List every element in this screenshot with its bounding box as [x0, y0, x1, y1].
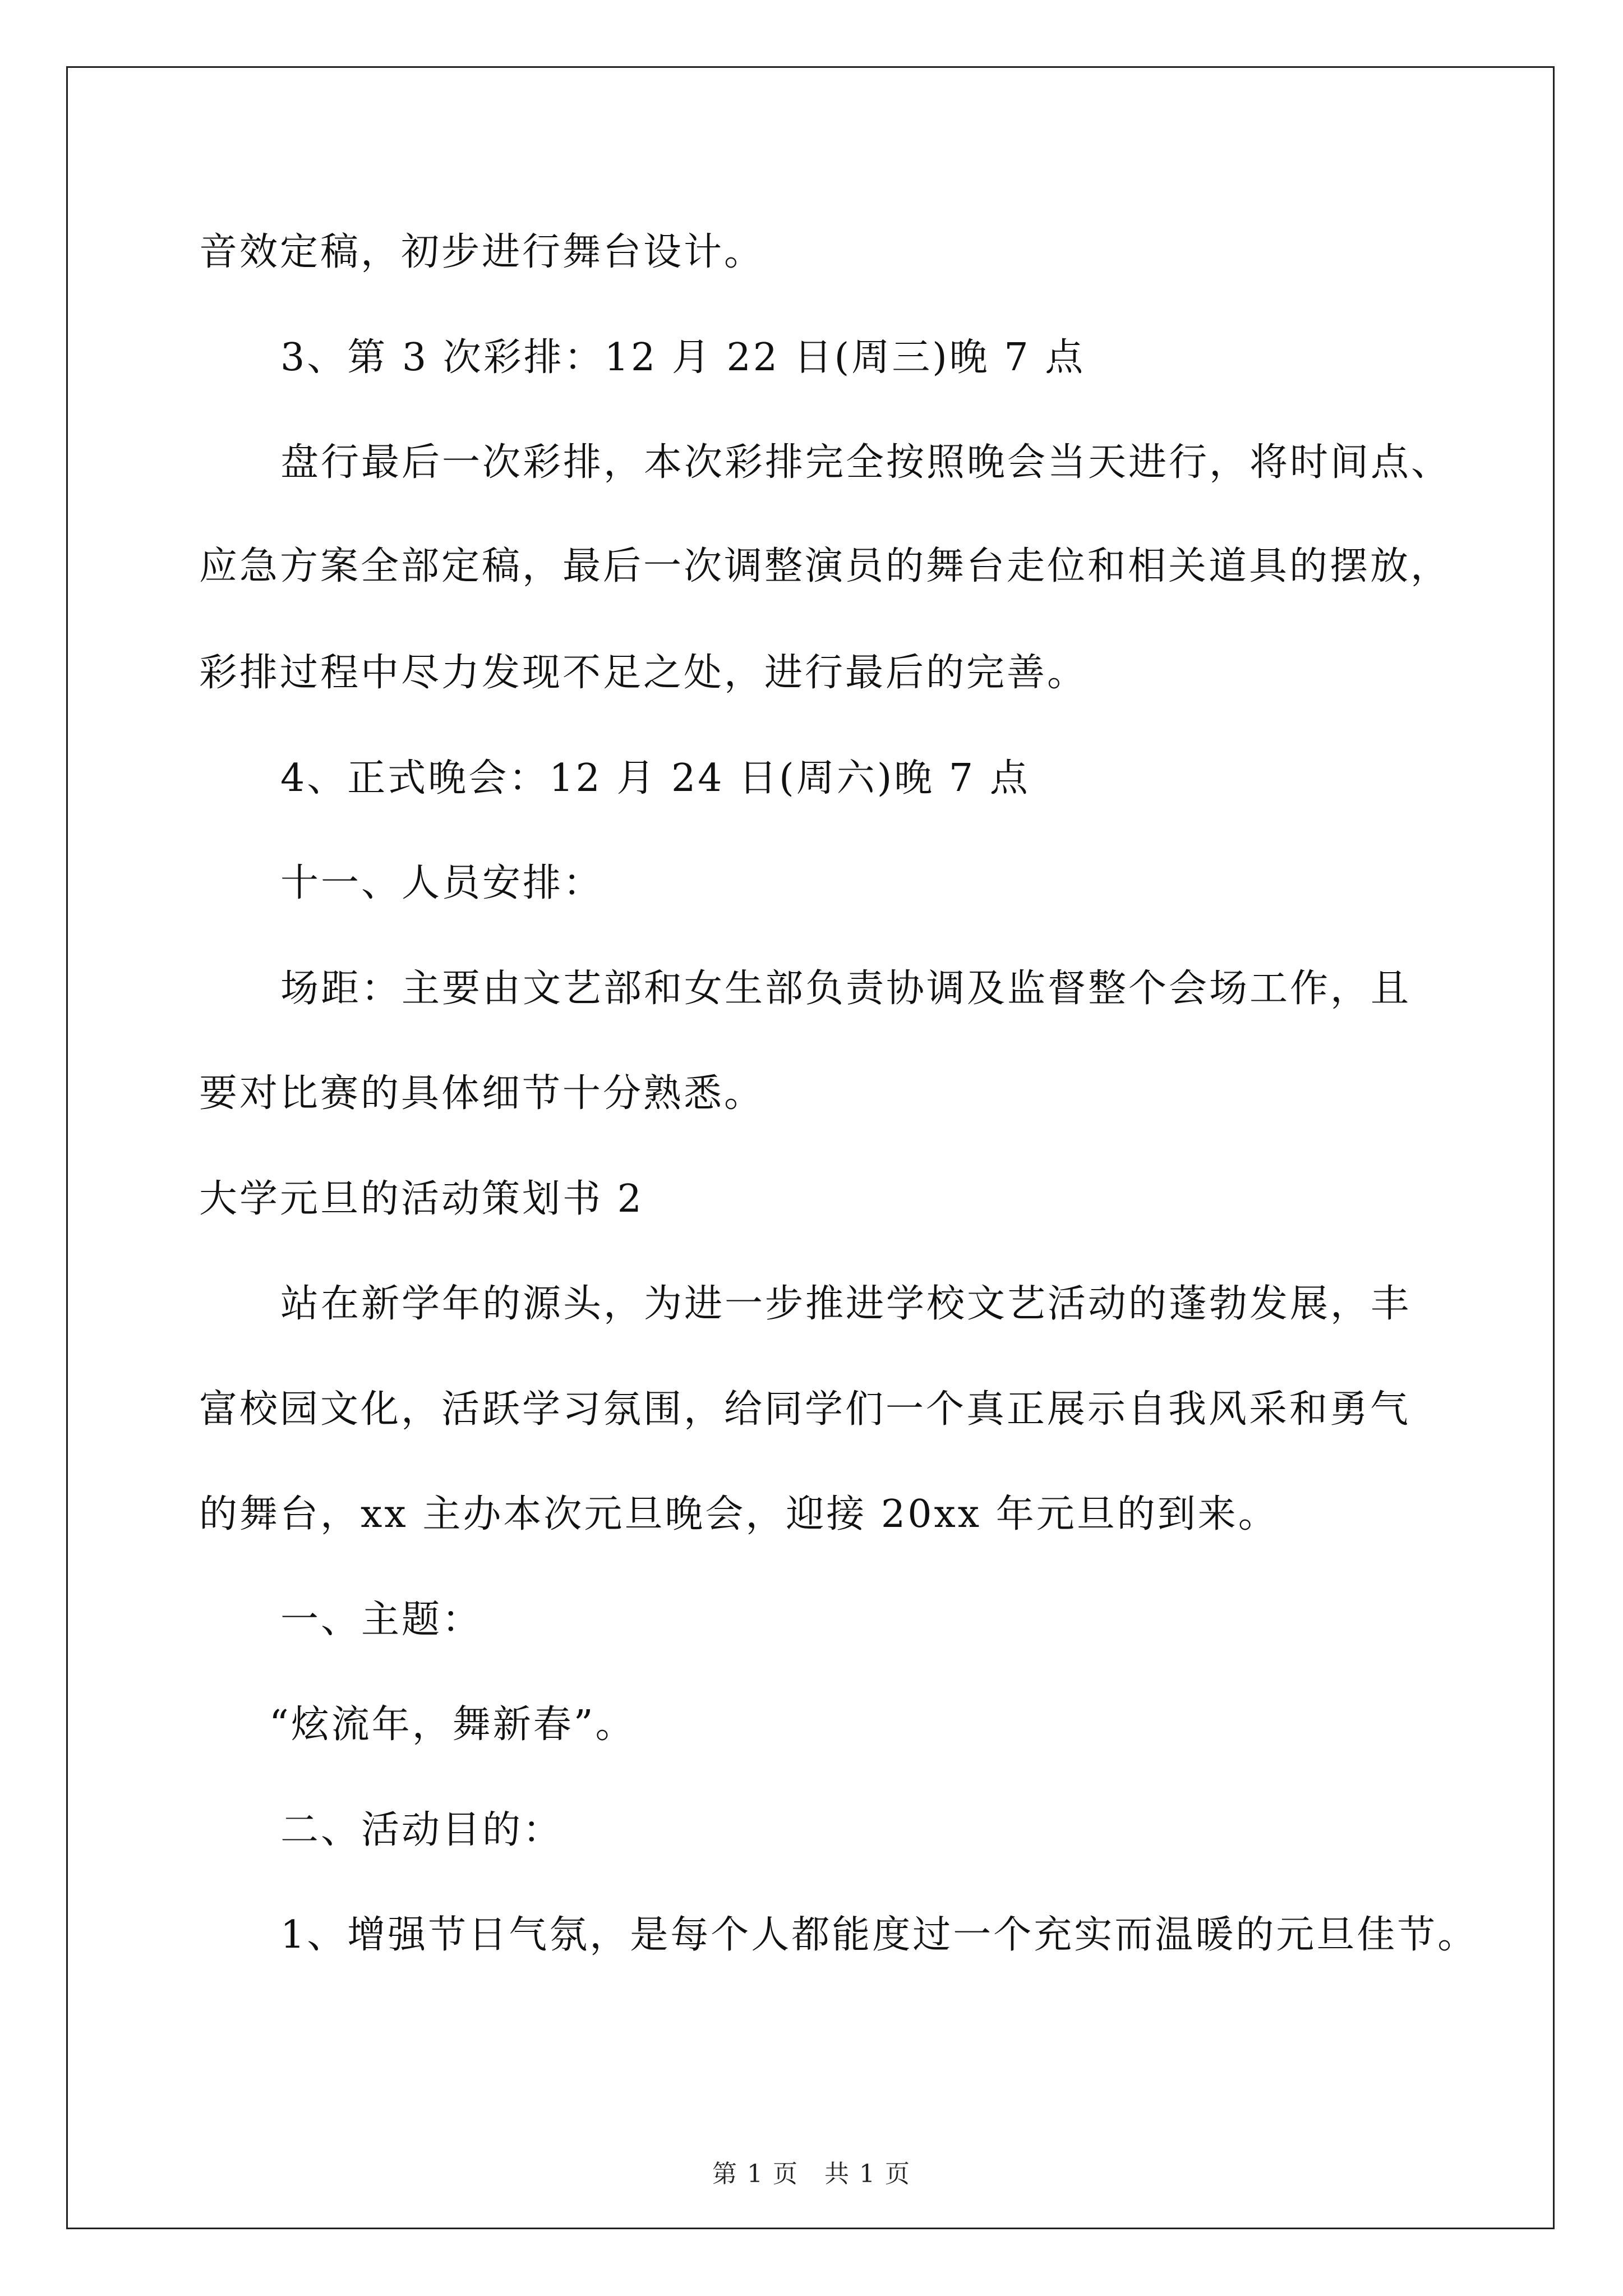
text-line: 3、第 3 次彩排：12 月 22 日(周三)晚 7 点: [280, 335, 1086, 380]
text-line: 场距：主要由文艺部和女生部负责协调及监督整个会场工作，且: [280, 967, 1412, 1011]
theme-text: “炫流年，舞新春”。: [269, 1703, 636, 1747]
text-line: 彩排过程中尽力发现不足之处，进行最后的完善。: [199, 651, 1088, 695]
text-line: 应急方案全部定稿，最后一次调整演员的舞台走位和相关道具的摆放，: [199, 544, 1451, 588]
document-title: 大学元旦的活动策划书 2: [199, 1177, 644, 1221]
text-line: 盘行最后一次彩排，本次彩排完全按照晚会当天进行，将时间点、: [280, 440, 1452, 485]
section-heading: 十一、人员安排：: [280, 861, 604, 905]
text-line: 的舞台，xx 主办本次元旦晚会，迎接 20xx 年元旦的到来。: [199, 1492, 1279, 1536]
text-line: 1、增强节日气氛，是每个人都能度过一个充实而温暖的元旦佳节。: [280, 1913, 1478, 1957]
text-line: 音效定稿，初步进行舞台设计。: [199, 230, 765, 274]
section-heading: 一、主题：: [280, 1598, 483, 1642]
section-heading: 二、活动目的：: [280, 1808, 564, 1852]
text-line: 富校园文化，活跃学习氛围，给同学们一个真正展示自我风采和勇气: [199, 1387, 1411, 1432]
text-line: 4、正式晚会：12 月 24 日(周六)晚 7 点: [280, 756, 1030, 800]
text-line: 要对比赛的具体细节十分熟悉。: [199, 1071, 765, 1116]
page-border: [66, 66, 1555, 2229]
page-footer: 第 1 页 共 1 页: [712, 2160, 911, 2188]
text-line: 站在新学年的源头，为进一步推进学校文艺活动的蓬勃发展，丰: [280, 1282, 1412, 1326]
